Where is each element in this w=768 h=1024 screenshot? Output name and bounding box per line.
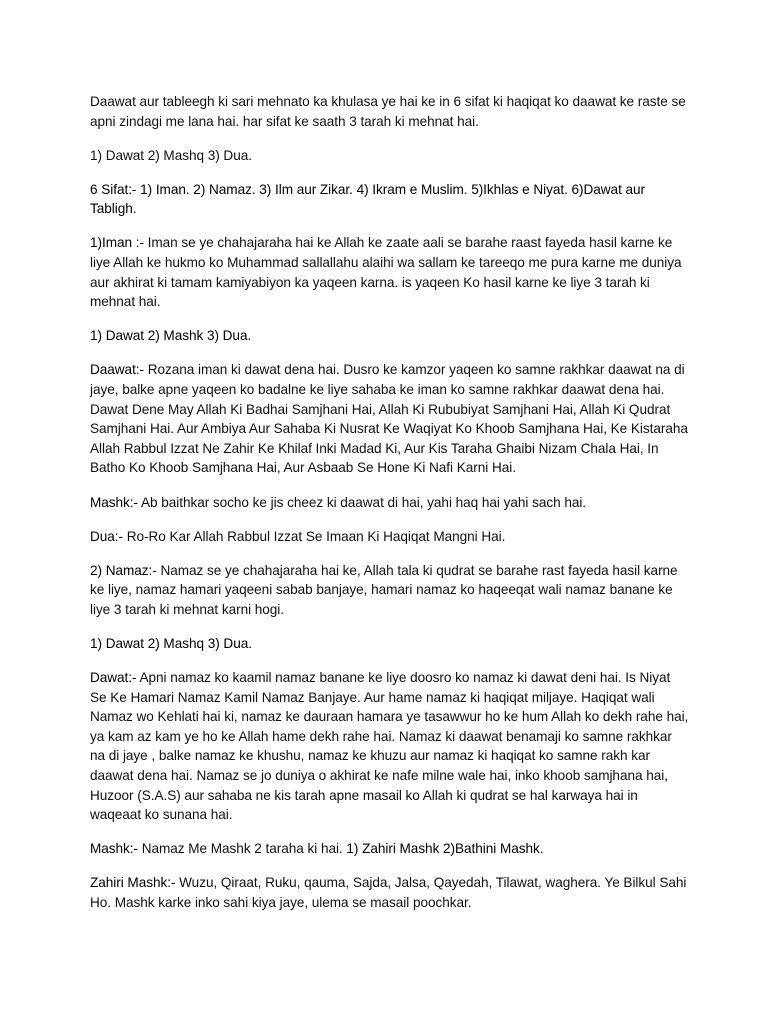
namaz-efforts-line xyxy=(90,634,690,654)
zahiri-mashk-text: Wuzu, Qiraat, Ruku, qauma, Sajda, Jalsa, Qayedah, Tilawat, waghera. Ye Bilkul Sahi Ho. Mashk karke inko sahi kiya jaye, ulema se masail poochkar. xyxy=(90,875,687,910)
iman-text: :- Iman se ye chahajaraha hai ke Allah ke zaate aali se barahe raast fayeda hasil karne ke liye Allah ke hukmo ko Muhammad sallallahu alaihi wa sallam ke tareeqo me pura karne me duniya aur akhirat ki tamam kamiyabiyon ka yaqeen karna. is yaqeen Ko hasil karne ke liye 3 tarah ki mehnat hai. xyxy=(90,235,682,310)
namaz-text: Namaz se ye chahajaraha hai ke, Allah tala ki qudrat se barahe rast fayeda hasil karne ke liye, namaz hamari yaqeeni sabab banjaye, hamari namaz ko haqeeqat wali namaz banane ke liye 3 tarah ki mehnat karni hogi. xyxy=(90,562,678,617)
iman-mashk-text: Ab baithkar socho ke jis cheez ki daawat di hai, yahi haq hai yahi sach hai. xyxy=(138,494,587,510)
iman-dua-text: Ro-Ro Kar Allah Rabbul Izzat Se Imaan Ki Haqiqat Mangni Hai. xyxy=(123,528,506,544)
six-sifat-line xyxy=(90,180,690,219)
namaz-paragraph xyxy=(90,561,690,620)
iman-heading: 1)Iman xyxy=(90,235,133,251)
namaz-mashk-types: 1) Zahiri Mashk 2)Bathini Mashk. xyxy=(342,841,544,857)
namaz-heading: 2) Namaz:- xyxy=(90,562,157,578)
namaz-dawat-text: Apni namaz ko kaamil namaz banane ke liye doosro ko namaz ki dawat deni hai. Is Niyat Se Ke Hamari Namaz Kamil Namaz Banjaye. Aur hame namaz ki haqiqat miljaye. Haqiqat wali Namaz wo Kehlati hai ki, namaz ke dauraan hamara ye tasawwur ho ke hum Allah ko dekh rahe hai, ya kam az kam ye ho ke Allah hame dekh rahe hai. Namaz ki daawat benamaji ko samne rakhkar na di jaye , balke namaz ke khushu, namaz ke khuzu aur namaz ki haqiqat ko samne rakh kar daawat dena hai. Namaz se jo duniya o akhirat ke nafe milne wale hai, inko khoob samjhana hai, Huzoor (S.A.S) aur sahaba ne kis tarah apne masail ko Allah ki qudrat se hal karwaya hai in waqeaat ko sunana hai. xyxy=(90,670,689,823)
iman-mashk-paragraph xyxy=(90,493,690,513)
iman-dua-heading: Dua:- xyxy=(90,528,123,544)
iman-mashk-heading: Mashk:- xyxy=(90,494,138,510)
zahiri-mashk-paragraph xyxy=(90,873,690,912)
zahiri-mashk-heading: Zahiri Mashk:- xyxy=(90,875,176,891)
namaz-efforts-text: 1) Dawat 2) Mashq 3) Dua. xyxy=(90,635,252,651)
iman-efforts-text: 1) Dawat 2) Mashk 3) Dua. xyxy=(90,328,252,344)
iman-paragraph xyxy=(90,233,690,311)
iman-dua-paragraph xyxy=(90,527,690,547)
iman-daawat-heading: Daawat:- xyxy=(90,362,144,378)
intro-text: Daawat aur tableegh ki sari mehnato ka khulasa ye hai ke in 6 sifat ki haqiqat ko daawat ke raste se apni zindagi me lana hai. har sifat ke saath 3 tarah ki mehnat hai. xyxy=(90,94,686,129)
three-efforts-line xyxy=(90,146,690,166)
intro-paragraph xyxy=(90,92,690,131)
six-sifat-text: 6 Sifat:- 1) Iman. 2) Namaz. 3) Ilm aur Zikar. 4) Ikram e Muslim. 5)Ikhlas e Niyat. 6)Dawat aur Tabligh. xyxy=(90,181,646,217)
three-efforts-text: 1) Dawat 2) Mashq 3) Dua. xyxy=(90,147,252,163)
iman-efforts-line xyxy=(90,326,690,346)
namaz-dawat-paragraph xyxy=(90,668,690,825)
namaz-dawat-heading: Dawat:- xyxy=(90,670,137,686)
iman-daawat-text: Rozana iman ki dawat dena hai. Dusro ke kamzor yaqeen ko samne rakhkar daawat na di jaye, balke apne yaqeen ko badalne ke liye sahaba ke iman ko samne rakhkar daawat dena hai. Dawat Dene May Allah Ki Badhai Samjhani Hai, Allah Ki Rububiyat Samjhani Hai, Allah Ki Qudrat Samjhani Hai. Aur Ambiya Aur Sahaba Ki Nusrat Ke Waqiyat Ko Khoob Samjhana Hai, Ke Kistaraha Allah Rabbul Izzat Ne Zahir Ke Khilaf Inki Madad Ki, Aur Kis Taraha Ghaibi Nizam Chala Hai, In Batho Ko Khoob Samjhana Hai, Aur Asbaab Se Hone Ki Nafi Karni Hai. xyxy=(90,362,688,476)
namaz-mashk-text: Namaz Me Mashk 2 taraha ki hai. xyxy=(138,841,343,857)
iman-daawat-paragraph xyxy=(90,360,690,478)
document-page xyxy=(90,92,690,927)
namaz-mashk-paragraph xyxy=(90,839,690,859)
namaz-mashk-heading: Mashk:- xyxy=(90,841,138,857)
